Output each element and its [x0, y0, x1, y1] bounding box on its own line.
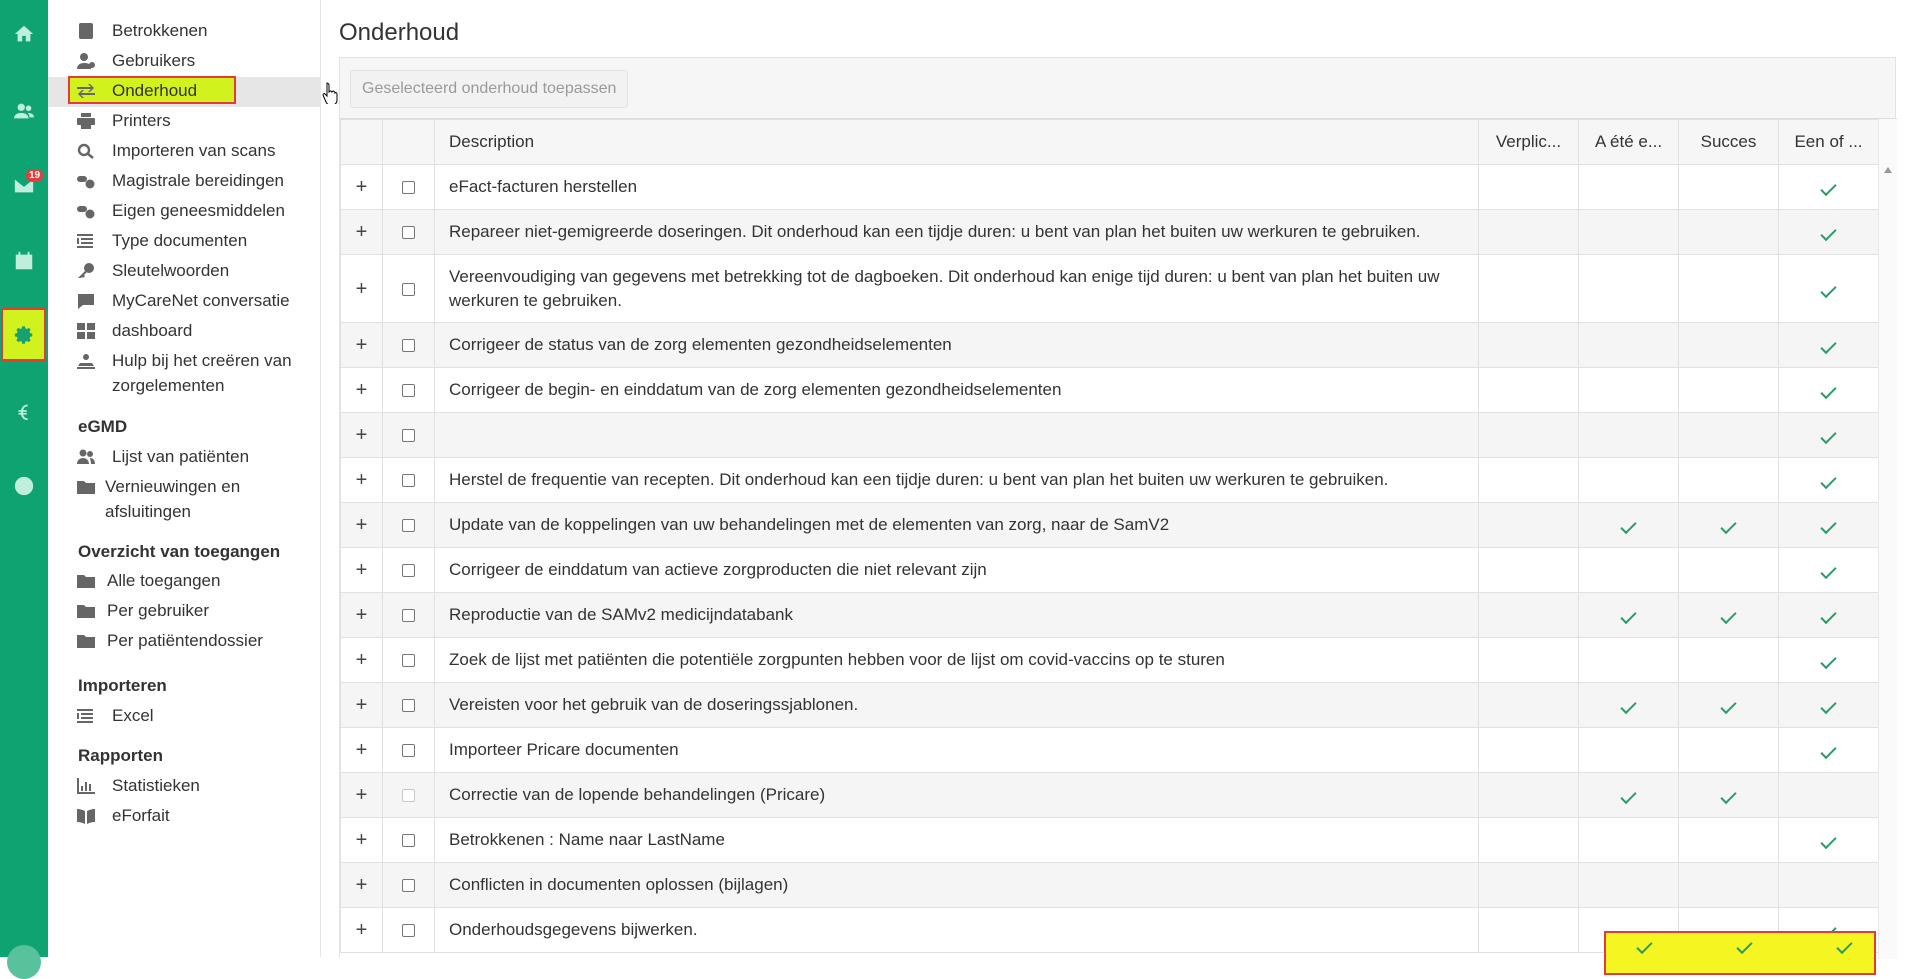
maintenance-panel: [339, 57, 1896, 957]
checkmark-icon: [1620, 518, 1636, 534]
sidebar-item-alle-toegangen[interactable]: [77, 568, 220, 593]
checkmark-icon: [1636, 938, 1652, 954]
checkmark-icon: [1820, 698, 1836, 714]
row-select-checkbox[interactable]: [402, 384, 415, 397]
table-row[interactable]: [341, 728, 1879, 773]
expand-row-button[interactable]: +: [341, 908, 383, 953]
sidebar-item-eforfait[interactable]: [77, 803, 170, 828]
checkmark-icon: [1620, 698, 1636, 714]
column-header-verplicht[interactable]: Verplic...: [1479, 120, 1579, 165]
select-cell: [383, 413, 435, 458]
select-cell: [383, 638, 435, 683]
description-cell: Corrigeer de einddatum van actieve zorgproducten die niet relevant zijn: [435, 548, 1479, 593]
checkmark-icon: [1720, 608, 1736, 624]
status-cell-col4: [1679, 818, 1779, 863]
select-cell: [383, 548, 435, 593]
status-cell-col2: [1479, 863, 1579, 908]
sidebar-item-label: Onderhoud: [112, 81, 198, 100]
status-cell-col4: [1679, 683, 1779, 728]
column-header-succes[interactable]: Succes: [1679, 120, 1779, 165]
contact-card-icon: [77, 18, 97, 43]
row-select-checkbox[interactable]: [402, 834, 415, 847]
status-cell-col2: [1479, 368, 1579, 413]
checkmark-icon: [1820, 653, 1836, 669]
status-cell-col5: [1779, 683, 1879, 728]
description-cell: Vereenvoudiging van gegevens met betrekking tot de dagboeken. Dit onderhoud kan enige tijd duren: u bent van plan het buiten uw werkuren te gebruiken.: [435, 255, 1479, 323]
expand-row-button[interactable]: +: [341, 165, 383, 210]
row-select-checkbox[interactable]: [402, 283, 415, 296]
status-cell-col2: [1479, 773, 1579, 818]
expand-row-button[interactable]: +: [341, 458, 383, 503]
column-header-description[interactable]: Description: [435, 120, 1479, 165]
sidebar-item-label: MyCareNet conversatie: [112, 291, 290, 310]
row-select-checkbox[interactable]: [402, 924, 415, 937]
status-cell-col3: [1579, 165, 1679, 210]
key-icon: [77, 258, 97, 283]
expand-row-button[interactable]: +: [341, 323, 383, 368]
euro-icon[interactable]: [0, 387, 48, 435]
sidebar-item-betrokkenen[interactable]: [77, 18, 207, 43]
status-cell-col3: [1579, 413, 1679, 458]
column-header-a-ete-execute[interactable]: A été e...: [1579, 120, 1679, 165]
main-content: [322, 0, 1914, 957]
status-cell-col3: [1579, 323, 1679, 368]
expand-row-button[interactable]: +: [341, 210, 383, 255]
status-cell-col3: [1579, 255, 1679, 323]
status-cell-col4: [1679, 863, 1779, 908]
checkmark-icon: [1620, 608, 1636, 624]
status-cell-col5: [1779, 638, 1879, 683]
sidebar-item-label: Per patiëntendossier: [107, 631, 263, 650]
table-row[interactable]: [341, 818, 1879, 863]
sidebar-item-label: Magistrale bereidingen: [112, 171, 284, 190]
book-icon: [77, 803, 97, 828]
status-cell-col4: [1679, 165, 1779, 210]
row-select-checkbox[interactable]: [402, 744, 415, 757]
table-row[interactable]: [341, 593, 1879, 638]
status-cell-col5: [1779, 503, 1879, 548]
table-row[interactable]: [341, 255, 1879, 323]
sidebar-item-label: Gebruikers: [112, 51, 196, 70]
status-cell-col3: [1579, 368, 1679, 413]
status-cell-col5: [1779, 210, 1879, 255]
status-cell-col2: [1479, 165, 1579, 210]
sidebar-item-label: Per gebruiker: [107, 601, 210, 620]
status-cell-col2: [1479, 908, 1579, 953]
description-cell: Update van de koppelingen van uw behandelingen met de elementen van zorg, naar de SamV2: [435, 503, 1479, 548]
vertical-scrollbar[interactable]: [1878, 119, 1897, 959]
status-cell-col3: [1579, 548, 1679, 593]
status-cell-col3: [1579, 638, 1679, 683]
select-cell: [383, 458, 435, 503]
status-cell-col5: [1779, 413, 1879, 458]
select-cell: [383, 323, 435, 368]
table-body: [341, 165, 1879, 953]
expand-row-button[interactable]: +: [341, 863, 383, 908]
status-cell-col4: [1679, 728, 1779, 773]
users-icon: [77, 444, 97, 469]
status-cell-col3: [1579, 773, 1679, 818]
status-cell-col5: [1779, 255, 1879, 323]
checkmark-icon: [1820, 473, 1836, 489]
expand-row-button[interactable]: +: [341, 683, 383, 728]
sidebar-item-label: Alle toegangen: [107, 571, 221, 590]
sidebar-item-label: Printers: [112, 111, 171, 130]
list-icon: [77, 228, 97, 253]
status-cell-col4: [1679, 210, 1779, 255]
table-row[interactable]: [341, 368, 1879, 413]
row-select-checkbox[interactable]: [402, 879, 415, 892]
description-cell: Repareer niet-gemigreerde doseringen. Dit onderhoud kan een tijdje duren: u bent van plan het buiten uw werkuren te gebruiken.: [435, 210, 1479, 255]
users-icon[interactable]: [0, 87, 48, 135]
status-cell-col3: [1579, 728, 1679, 773]
row-select-checkbox: [402, 789, 415, 802]
checkmark-icon: [1820, 180, 1836, 196]
description-cell: Importeer Pricare documenten: [435, 728, 1479, 773]
expand-row-button[interactable]: +: [341, 638, 383, 683]
sidebar-item-label: Sleutelwoorden: [112, 261, 230, 280]
status-cell-col5: [1779, 818, 1879, 863]
row-select-checkbox[interactable]: [402, 519, 415, 532]
description-cell: eFact-facturen herstellen: [435, 165, 1479, 210]
description-cell: Herstel de frequentie van recepten. Dit onderhoud kan een tijdje duren: u bent van plan het buiten uw werkuren te gebruiken.: [435, 458, 1479, 503]
medicine-icon: [77, 198, 97, 223]
status-cell-col4: [1679, 593, 1779, 638]
folder-icon: [77, 598, 97, 623]
status-cell-col4: [1679, 548, 1779, 593]
calendar-icon[interactable]: [0, 237, 48, 285]
status-cell-col5: [1779, 728, 1879, 773]
folder-icon: [77, 628, 97, 653]
maintenance-grid: [340, 118, 1897, 958]
description-cell: Betrokkenen : Name naar LastName: [435, 818, 1479, 863]
select-cell: [383, 683, 435, 728]
status-cell-col2: [1479, 323, 1579, 368]
sidebar-item-excel[interactable]: [77, 703, 154, 728]
status-cell-col3: [1579, 503, 1679, 548]
status-cell-col2: [1479, 818, 1579, 863]
description-cell: Corrigeer de status van de zorg elementen gezondheidselementen: [435, 323, 1479, 368]
sidebar-item-label: Type documenten: [112, 231, 248, 250]
apply-maintenance-button[interactable]: Geselecteerd onderhoud toepassen: [350, 70, 628, 108]
select-cell: [383, 503, 435, 548]
select-cell: [383, 908, 435, 953]
status-cell-col4: [1679, 255, 1779, 323]
expand-row-button[interactable]: +: [341, 255, 383, 323]
chat-icon: [77, 288, 97, 313]
row-select-checkbox[interactable]: [402, 429, 415, 442]
expand-row-button[interactable]: +: [341, 773, 383, 818]
description-cell: Reproductie van de SAMv2 medicijndatabank: [435, 593, 1479, 638]
checkmark-icon: [1820, 518, 1836, 534]
description-cell: Corrigeer de begin- en einddatum van de zorg elementen gezondheidselementen: [435, 368, 1479, 413]
select-cell: [383, 210, 435, 255]
table-row[interactable]: [341, 165, 1879, 210]
scale-icon: [77, 348, 97, 373]
sidebar-item-label: Hulp bij het creëren van zorgelementen: [112, 351, 292, 395]
sidebar-item-label: Betrokkenen: [112, 21, 208, 40]
table-header-row: [341, 120, 1879, 165]
row-select-checkbox[interactable]: [402, 474, 415, 487]
row-select-checkbox[interactable]: [402, 699, 415, 712]
sidebar-item-label: Excel: [112, 706, 154, 725]
row-select-checkbox[interactable]: [402, 564, 415, 577]
table-row[interactable]: [341, 548, 1879, 593]
status-cell-col2: [1479, 255, 1579, 323]
sidebar-item-label: Lijst van patiënten: [112, 447, 250, 466]
checkmark-icon: [1620, 788, 1636, 804]
checkmark-icon: [1736, 938, 1752, 954]
select-cell: [383, 165, 435, 210]
sidebar-item-hulp-zorgelementen[interactable]: [77, 348, 307, 398]
status-cell-col4: [1679, 773, 1779, 818]
checkmark-icon: [1820, 833, 1836, 849]
sidebar-item-label: Vernieuwingen en afsluitingen: [105, 477, 241, 521]
sidebar-item-importeren-scans[interactable]: [77, 138, 275, 163]
column-header-een-of[interactable]: Een of ...: [1779, 120, 1879, 165]
sidebar-item-label: dashboard: [112, 321, 193, 340]
status-cell-col5: [1779, 548, 1879, 593]
dashboard-icon: [77, 318, 97, 343]
sidebar-item-label: Statistieken: [112, 776, 200, 795]
status-cell-col4: [1679, 413, 1779, 458]
select-cell: [383, 368, 435, 413]
table-row[interactable]: [341, 323, 1879, 368]
expand-column-header: [341, 120, 383, 165]
sidebar-item-dashboard[interactable]: [77, 318, 192, 343]
select-cell: [383, 773, 435, 818]
status-cell-col2: [1479, 413, 1579, 458]
select-cell: [383, 728, 435, 773]
sidebar-item-per-patientendossier[interactable]: [77, 628, 263, 653]
home-icon[interactable]: [0, 10, 48, 58]
checkmark-icon: [1820, 383, 1836, 399]
app-rail: [0, 0, 48, 957]
sidebar-item-magistrale[interactable]: [77, 168, 284, 193]
scroll-up-arrow-icon[interactable]: [1884, 167, 1892, 173]
checkmark-icon: [1836, 938, 1852, 954]
row-select-checkbox[interactable]: [402, 609, 415, 622]
expand-row-button[interactable]: +: [341, 548, 383, 593]
folder-icon: [77, 474, 97, 499]
section-title-toegangen: Overzicht van toegangen: [78, 542, 281, 561]
status-cell-col5: [1779, 368, 1879, 413]
expand-row-button[interactable]: +: [341, 818, 383, 863]
sidebar-item-printers[interactable]: [77, 108, 171, 133]
checkmark-icon: [1820, 608, 1836, 624]
checkmark-icon: [1720, 788, 1736, 804]
status-cell-col2: [1479, 548, 1579, 593]
status-cell-col5: [1779, 165, 1879, 210]
checkmark-icon: [1820, 338, 1836, 354]
select-cell: [383, 818, 435, 863]
section-title-egmd: eGMD: [78, 417, 128, 436]
checkmark-icon: [1820, 743, 1836, 759]
unread-badge: 19: [26, 169, 43, 182]
status-cell-col2: [1479, 593, 1579, 638]
table-row[interactable]: [341, 458, 1879, 503]
status-cell-col2: [1479, 503, 1579, 548]
avatar[interactable]: [7, 945, 41, 979]
section-title-importeren: Importeren: [78, 676, 167, 695]
sidebar-item-eigen-geneesmiddelen[interactable]: [77, 198, 285, 223]
sidebar-item-sleutelwoorden[interactable]: [77, 258, 229, 283]
select-cell: [383, 255, 435, 323]
printer-icon: [77, 108, 97, 133]
row-select-checkbox[interactable]: [402, 339, 415, 352]
status-cell-col2: [1479, 458, 1579, 503]
status-cell-col3: [1579, 210, 1679, 255]
table-row[interactable]: [341, 773, 1879, 818]
description-cell: Zoek de lijst met patiënten die potentiële zorgpunten hebben voor de lijst om covid-vaccins op te sturen: [435, 638, 1479, 683]
sidebar-item-mycarenet[interactable]: [77, 288, 290, 313]
table-row[interactable]: [341, 638, 1879, 683]
checkmark-icon: [1820, 563, 1836, 579]
sidebar-item-statistieken[interactable]: [77, 773, 200, 798]
gear-icon[interactable]: [1, 308, 46, 361]
status-cell-col5: [1779, 863, 1879, 908]
row-select-checkbox[interactable]: [402, 654, 415, 667]
expand-row-button[interactable]: +: [341, 728, 383, 773]
folder-icon: [77, 568, 97, 593]
sidebar-item-per-gebruiker[interactable]: [77, 598, 209, 623]
search-icon: [77, 138, 97, 163]
status-cell-col3: [1579, 683, 1679, 728]
expand-row-button[interactable]: +: [341, 413, 383, 458]
checkmark-icon: [1820, 281, 1836, 297]
highlighted-status-cells: [1604, 931, 1876, 975]
status-cell-col2: [1479, 210, 1579, 255]
pills-icon: [77, 168, 97, 193]
checkmark-icon: [1720, 518, 1736, 534]
sidebar-item-onderhoud[interactable]: [77, 78, 197, 103]
description-cell: Correctie van de lopende behandelingen (Pricare): [435, 773, 1479, 818]
table-row[interactable]: [341, 210, 1879, 255]
select-column-header: [383, 120, 435, 165]
select-cell: [383, 593, 435, 638]
checkmark-icon: [1720, 698, 1736, 714]
sidebar-item-lijst-patienten[interactable]: [77, 444, 249, 469]
sidebar-item-type-documenten[interactable]: [77, 228, 247, 253]
status-cell-col4: [1679, 638, 1779, 683]
table-row[interactable]: [341, 683, 1879, 728]
user-gear-icon: [77, 48, 97, 73]
status-cell-col2: [1479, 638, 1579, 683]
bar-chart-icon: [77, 773, 97, 798]
table-row[interactable]: [341, 503, 1879, 548]
status-cell-col4: [1679, 368, 1779, 413]
status-cell-col5: [1779, 323, 1879, 368]
expand-row-button[interactable]: +: [341, 368, 383, 413]
settings-sidebar: [48, 0, 321, 957]
section-title-rapporten: Rapporten: [78, 746, 163, 765]
status-cell-col2: [1479, 728, 1579, 773]
status-cell-col5: [1779, 593, 1879, 638]
sidebar-item-gebruikers[interactable]: [77, 48, 195, 73]
swap-arrows-icon: [77, 78, 97, 103]
status-cell-col3: [1579, 458, 1679, 503]
select-cell: [383, 863, 435, 908]
expand-row-button[interactable]: +: [341, 503, 383, 548]
row-select-checkbox[interactable]: [402, 226, 415, 239]
checkmark-icon: [1820, 225, 1836, 241]
status-cell-col3: [1579, 593, 1679, 638]
sidebar-item-label: eForfait: [112, 806, 170, 825]
table-row[interactable]: [341, 413, 1879, 458]
sidebar-item-vernieuwingen[interactable]: [77, 474, 307, 524]
status-cell-col5: [1779, 458, 1879, 503]
list-icon: [77, 703, 97, 728]
help-icon[interactable]: [0, 462, 48, 510]
status-cell-col4: [1679, 458, 1779, 503]
table-row[interactable]: [341, 863, 1879, 908]
description-cell: Conflicten in documenten oplossen (bijlagen): [435, 863, 1479, 908]
page-title: Onderhoud: [339, 19, 460, 46]
expand-row-button[interactable]: +: [341, 593, 383, 638]
status-cell-col5: [1779, 773, 1879, 818]
maintenance-table: [340, 119, 1879, 953]
status-cell-col4: [1679, 323, 1779, 368]
description-cell: Onderhoudsgegevens bijwerken.: [435, 908, 1479, 953]
sidebar-item-label: Eigen geneesmiddelen: [112, 201, 285, 220]
row-select-checkbox[interactable]: [402, 181, 415, 194]
description-cell: Vereisten voor het gebruik van de doseringssjablonen.: [435, 683, 1479, 728]
status-cell-col2: [1479, 683, 1579, 728]
status-cell-col4: [1679, 503, 1779, 548]
description-cell: [435, 413, 1479, 458]
mail-icon[interactable]: [0, 162, 48, 210]
sidebar-item-label: Importeren van scans: [112, 141, 276, 160]
checkmark-icon: [1820, 428, 1836, 444]
status-cell-col3: [1579, 818, 1679, 863]
status-cell-col3: [1579, 863, 1679, 908]
